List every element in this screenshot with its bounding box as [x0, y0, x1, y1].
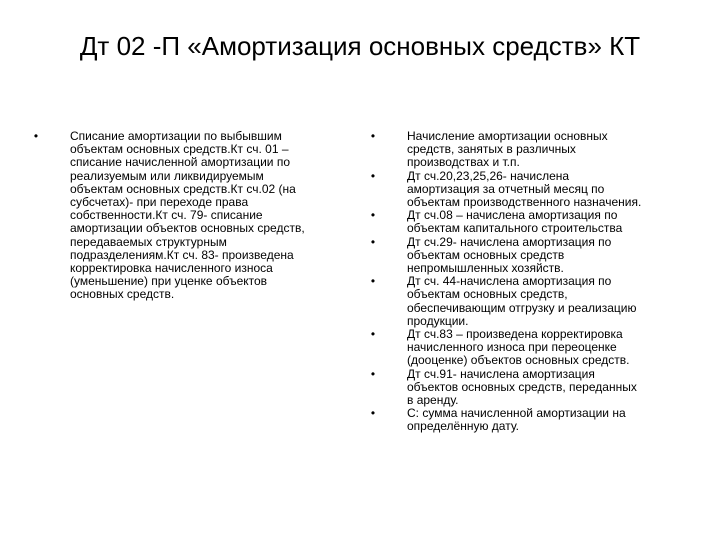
- bullet-icon: •: [370, 234, 376, 249]
- left-bullet-list: [30, 130, 360, 302]
- bullet-icon: •: [370, 327, 376, 342]
- bullet-icon: •: [370, 129, 376, 143]
- right-item-text: С: сумма начисленной амортизации на определённую дату.: [407, 406, 626, 434]
- right-list-item: [367, 368, 707, 408]
- right-item-text: Дт сч.08 – начислена амортизация по объектам капитального строительства: [407, 208, 623, 236]
- bullet-icon: •: [33, 129, 39, 143]
- right-bullet-list: [367, 130, 707, 434]
- right-list-item: [367, 130, 707, 170]
- bullet-icon: •: [370, 208, 376, 223]
- right-column: [367, 130, 707, 434]
- right-list-item: [367, 275, 707, 328]
- right-list-item: [367, 236, 707, 276]
- right-item-text: Начисление амортизации основных средств, занятых в различных производствах и т.п.: [407, 129, 608, 170]
- bullet-icon: •: [370, 274, 376, 289]
- right-item-text: Дт сч. 44-начислена амортизация по объектам основных средств, обеспечивающим отгрузку и реализацию продукции.: [407, 274, 637, 328]
- right-item-text: Дт сч.20,23,25,26- начислена амортизация за отчетный месяц по объектам производственного назначения.: [407, 168, 642, 210]
- left-column: [30, 130, 360, 302]
- left-list-item: [30, 130, 360, 302]
- slide-title: Дт 02 -П «Амортизация основных средств» КТ: [79, 31, 641, 61]
- bullet-icon: •: [370, 366, 376, 381]
- right-item-text: Дт сч.83 – произведена корректировка начисленного износа при переоценке (дооценке) объектов основных средств.: [407, 327, 630, 368]
- right-list-item: [367, 209, 707, 235]
- right-list-item: [367, 170, 707, 210]
- bullet-icon: •: [370, 168, 376, 183]
- left-item-text: Списание амортизации по выбывшим объектам основных средств.Кт сч. 01 – списание начисленной амортизации по реализуемым или ликвидируемым объектам основных средств.Кт сч.02 (на субсчетах)- при переходе права собственности.Кт сч. 79- списание амортизации объектов основных средств, передаваемых структурным подразделениям.Кт сч. 83- произведена корректировка начисленного износа (уменьшение) при уценке объектов основных средств.: [70, 129, 305, 302]
- right-list-item: [367, 328, 707, 368]
- right-item-text: Дт сч.91- начислена амортизация объектов основных средств, переданных в аренду.: [407, 366, 637, 408]
- right-item-text: Дт сч.29- начислена амортизация по объектам основных средств непромышленных хозяйств.: [407, 234, 612, 276]
- bullet-icon: •: [370, 406, 376, 421]
- right-list-item: [367, 407, 707, 433]
